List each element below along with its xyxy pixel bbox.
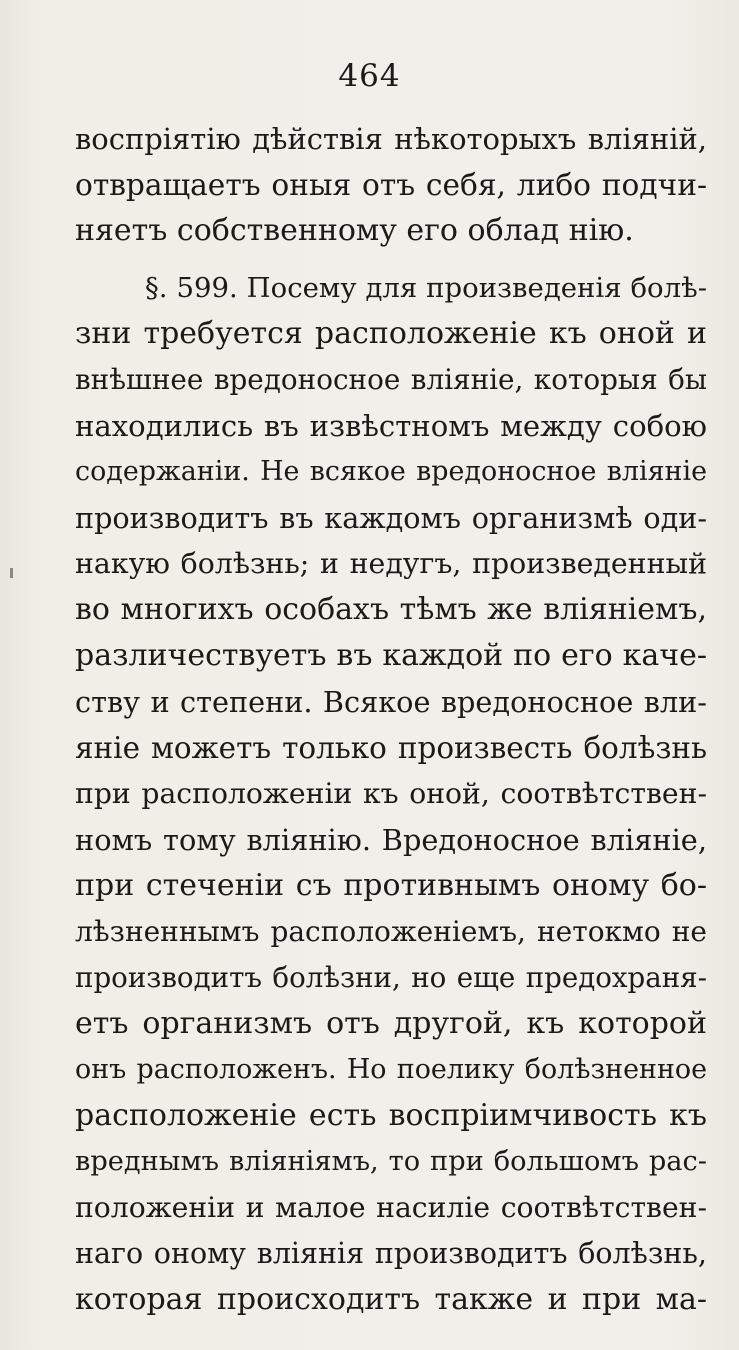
text-line: при стеченіи съ противнымъ оному бо- <box>75 868 707 903</box>
text-line: во многихъ особахъ тѣмъ же вліяніемъ, <box>75 592 707 627</box>
text-line: §. 599. Посему для произведенія болѣ- <box>145 272 707 304</box>
page-number: 464 <box>338 58 401 94</box>
text-line: зни требуется расположеніе къ оной и <box>75 316 707 351</box>
text-line: накую болѣзнь; и недугъ, произведенный <box>75 547 707 580</box>
text-line: внѣшнее вредоносное вліяніе, которыя бы <box>75 363 707 396</box>
text-line: наго оному вліянія производитъ болѣзнь, <box>75 1237 707 1270</box>
margin-mark <box>10 568 13 578</box>
text-line: производитъ болѣзни, но еще предохраня- <box>75 961 707 994</box>
text-line: расположеніе есть воспріимчивость къ <box>75 1098 707 1133</box>
text-line: которая происходитъ также и при ма- <box>75 1282 707 1317</box>
text-line: положеніи и малое насиліе соотвѣтствен- <box>75 1191 707 1224</box>
paragraph-599 <box>75 265 707 1323</box>
text-line: етъ организмъ отъ другой, къ которой <box>75 1006 707 1041</box>
text-line: лѣзненнымъ расположеніемъ, нетокмо не <box>75 915 707 948</box>
text-line: ству и степени. Всякое вредоносное вли- <box>75 685 707 719</box>
text-line: находились въ извѣстномъ между собою <box>75 409 707 443</box>
text-line: вреднымъ вліяніямъ, то при большомъ рас- <box>75 1146 707 1177</box>
text-line: отвращаетъ оныя отъ себя, либо подчи- <box>75 167 707 202</box>
text-line: онъ расположенъ. Но поелику болѣзненное <box>75 1054 707 1085</box>
text-line: номъ тому вліянію. Вредоносное вліяніе, <box>75 823 707 857</box>
text-line: воспріятію дѣйствія нѣкоторыхъ вліяній, <box>75 122 707 156</box>
text-line: производитъ въ каждомъ организмѣ оди- <box>75 501 707 535</box>
text-line: различествуетъ въ каждой по его каче- <box>75 638 707 673</box>
intro-text <box>75 116 707 254</box>
text-line: при расположеніи къ оной, соотвѣтствен- <box>75 777 707 810</box>
text-line: няетъ собственному его облад нію. <box>75 213 634 248</box>
text-line: яніе можетъ только произвесть болѣзнь <box>75 731 707 765</box>
text-line: содержаніи. Не всякое вредоносное вліяніе <box>75 456 707 487</box>
